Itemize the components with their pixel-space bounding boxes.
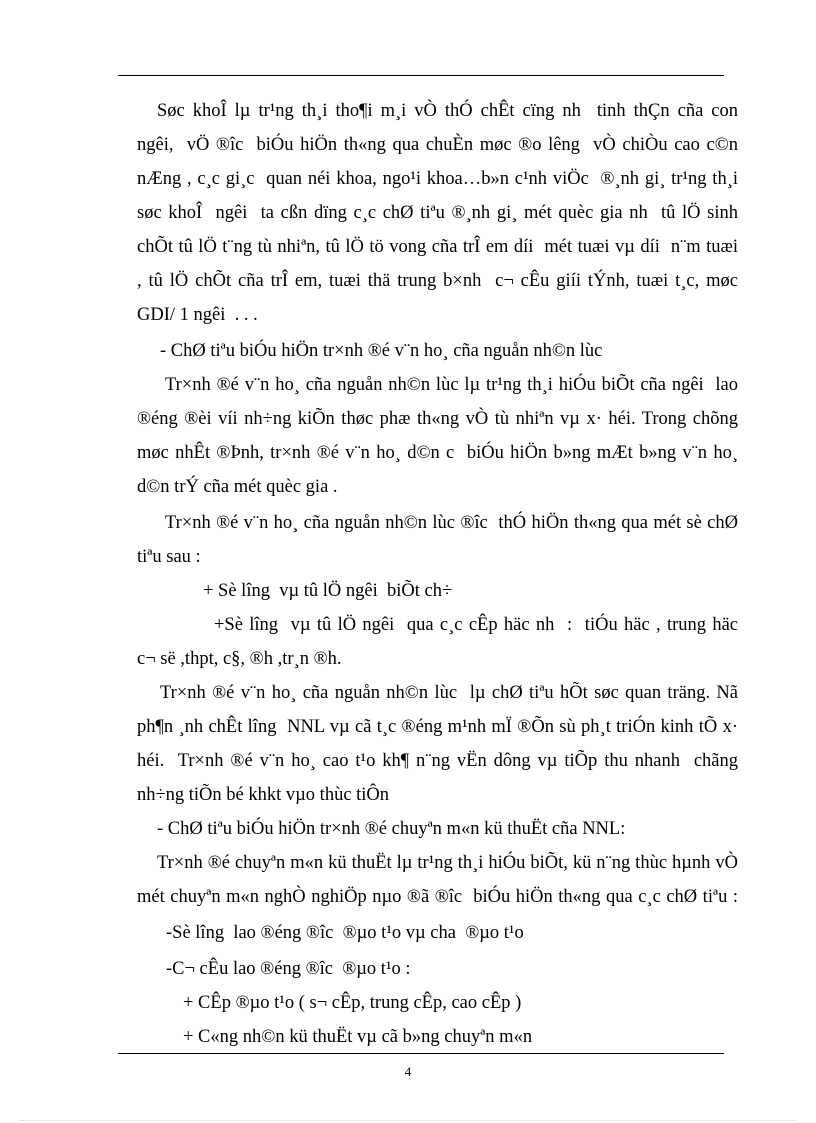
page-edge-divider — [20, 1120, 796, 1121]
list-item: +Sè lîng vµ tû lÖ ngêi qua c¸c cÊp häc nh : tiÓu häc , trung häc — [214, 615, 738, 635]
list-item: + Sè lîng vµ tû lÖ ngêi biÕt ch÷ — [203, 581, 453, 601]
text-line: tiªu sau : — [137, 547, 201, 567]
section-heading: - ChØ tiªu biÓu hiÖn tr×nh ®é chuyªn m«n kü thuËt cña NNL: — [157, 819, 626, 839]
footer-rule — [118, 1053, 724, 1054]
text-line: ®éng ®èi víi nh÷ng kiÕn thøc phæ th«ng vÒ tù nhiªn vµ x· héi. Trong chõng — [137, 409, 738, 429]
text-line: søc khoÎ ngêi ta cßn dïng c¸c chØ tiªu ®¸nh gi¸ mét quèc gia nh tû lÖ sinh — [137, 203, 738, 223]
text-line: ph¶n ¸nh chÊt lîng NNL vµ cã t¸c ®éng m¹nh mÏ ®Õn sù ph¸t triÓn kinh tÕ x· — [137, 717, 738, 737]
text-line: Tr×nh ®é v¨n ho¸ cña nguån nh©n lùc lµ tr¹ng th¸i hiÓu biÕt cña ngêi lao — [165, 375, 738, 395]
header-rule — [118, 75, 724, 76]
text-line: møc nhÊt ®Þnh, tr×nh ®é v¨n ho¸ d©n c biÓu hiÖn b»ng mÆt b»ng v¨n ho¸ — [137, 443, 738, 463]
text-line: nÆng , c¸c gi¸c quan néi khoa, ngo¹i khoa…b»n c¹nh viÖc ®¸nh gi¸ tr¹ng th¸i — [137, 169, 738, 189]
text-line: ngêi, vÖ ®îc biÓu hiÖn th«ng qua chuÈn møc ®o lêng vÒ chiÒu cao c©n — [137, 135, 738, 155]
text-line: Tr×nh ®é v¨n ho¸ cña nguån nh©n lùc ®îc thÓ hiÖn th«ng qua mét sè chØ — [165, 513, 738, 533]
text-line: c¬ së ,thpt, c§, ®h ,tr¸n ®h. — [137, 649, 342, 669]
text-line: Tr×nh ®é chuyªn m«n kü thuËt lµ tr¹ng th¸i hiÓu biÕt, kü n¨ng thùc hµnh vÒ — [157, 853, 738, 873]
list-item: + CÊp ®µo t¹o ( s¬ cÊp, trung cÊp, cao cÊp ) — [183, 993, 522, 1013]
list-item: + C«ng nh©n kü thuËt vµ cã b»ng chuyªn m«n — [183, 1027, 533, 1047]
text-line: nh÷ng tiÕn bé khkt vµo thùc tiÔn — [137, 785, 390, 805]
list-item: -C¬ cÊu lao ®éng ®îc ®µo t¹o : — [166, 959, 411, 979]
text-line: Søc khoÎ lµ tr¹ng th¸i tho¶i m¸i vÒ thÓ chÊt cïng nh tinh thÇn cña con — [157, 101, 738, 121]
page-number: 4 — [404, 1064, 412, 1079]
text-line: GDI/ 1 ngêi . . . — [137, 305, 258, 325]
text-line: chÕt tû lÖ t¨ng tù nhiªn, tû lÖ tö vong cña trÎ em díi mét tuæi vµ díi n¨m tuæi — [137, 237, 738, 257]
text-line: , tû lÖ chÕt cña trÎ em, tuæi thä trung b×nh c¬ cÊu giíi tÝnh, tuæi t¸c, møc — [137, 271, 738, 291]
text-line: mét chuyªn m«n nghÒ nghiÖp nµo ®ã ®îc biÓu hiÖn th«ng qua c¸c chØ tiªu : — [137, 887, 738, 907]
section-heading: - ChØ tiªu biÓu hiÖn tr×nh ®é v¨n ho¸ cña nguån nh©n lùc — [160, 341, 603, 361]
text-line: Tr×nh ®é v¨n ho¸ cña nguån nh©n lùc lµ chØ tiªu hÕt søc quan träng. Nã — [160, 683, 738, 703]
list-item: -Sè lîng lao ®éng ®îc ®µo t¹o vµ cha ®µo t¹o — [166, 923, 524, 943]
text-line: héi. Tr×nh ®é v¨n ho¸ cao t¹o kh¶ n¨ng vËn dông vµ tiÕp thu nhanh chãng — [137, 751, 738, 771]
text-line: d©n trÝ cña mét quèc gia . — [137, 477, 338, 497]
